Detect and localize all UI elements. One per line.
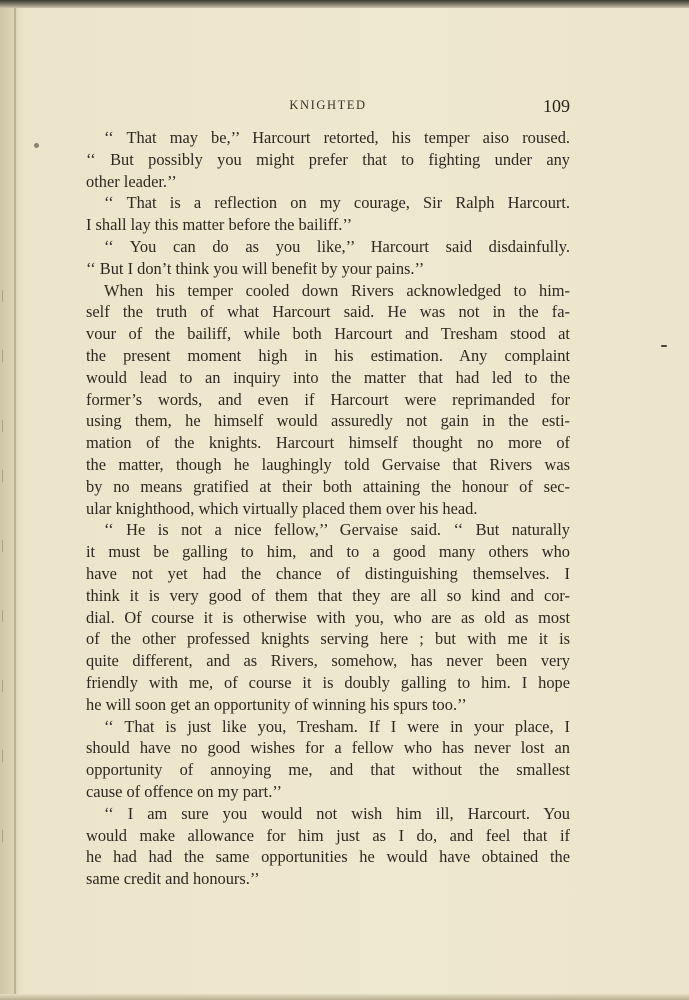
- text-line: the matter, though he laughingly told Gervaise that Rivers was: [86, 454, 570, 474]
- text-line: cause of offence on my part.’’: [86, 781, 282, 801]
- text-line: opportunity of annoying me, and that without the smallest: [86, 760, 570, 780]
- text-line: ‘‘ You can do as you like,’’ Harcourt said disdainfully.: [104, 236, 570, 256]
- text-line: ‘‘ That is just like you, Tresham. If I were in your place, I: [104, 716, 570, 736]
- paper-speck: [661, 345, 667, 347]
- text-line: using them, he himself would assuredly not gain in the esti-: [86, 411, 570, 431]
- text-line: would make allowance for him just as I do, and feel that if: [86, 825, 570, 845]
- bleed-through-mark: [2, 680, 11, 692]
- bleed-through-mark: [2, 750, 11, 762]
- text-line: vour of the bailiff, while both Harcourt and Tresham stood at: [86, 324, 570, 344]
- running-head: [86, 96, 570, 116]
- text-line: think it is very good of them that they are all so kind and cor-: [86, 585, 570, 605]
- text-line: mation of the knights. Harcourt himself thought no more of: [86, 433, 570, 453]
- text-line: When his temper cooled down Rivers acknowledged to him-: [104, 280, 570, 300]
- text-line: would lead to an inquiry into the matter that had led to the: [86, 367, 570, 387]
- text-line: dial. Of course it is otherwise with you, who are as old as most: [86, 607, 570, 627]
- bleed-through-mark: [2, 350, 11, 362]
- text-line: ‘‘ But I don’t think you will benefit by your pains.’’: [86, 258, 425, 278]
- page-number: 109: [543, 96, 570, 116]
- gutter-shadow-line: [14, 8, 16, 994]
- paper-speck: [34, 143, 39, 148]
- text-line: should have no good wishes for a fellow who has never lost an: [86, 738, 570, 758]
- text-line: of the other professed knights serving here ; but with me it is: [86, 629, 570, 649]
- body-text: [86, 127, 570, 890]
- text-line: friendly with me, of course it is doubly galling to him. I hope: [86, 672, 570, 692]
- bleed-through-mark: [2, 540, 11, 552]
- text-line: ‘‘ I am sure you would not wish him ill, Harcourt. You: [104, 803, 570, 823]
- text-line: former’s words, and even if Harcourt were reprimanded for: [86, 389, 570, 409]
- running-title: KNIGHTED: [289, 98, 367, 112]
- text-line: I shall lay this matter before the bailiff.’’: [86, 215, 353, 235]
- text-line: ular knighthood, which virtually placed them over his head.: [86, 498, 478, 518]
- page-top-edge: [0, 0, 689, 8]
- text-line: ‘‘ But possibly you might prefer that to fighting under any: [86, 149, 570, 169]
- text-line: ‘‘ That is a reflection on my courage, Sir Ralph Harcourt.: [104, 193, 570, 213]
- text-line: the present moment high in his estimation. Any complaint: [86, 345, 570, 365]
- text-line: he had had the same opportunities he would have obtained the: [86, 847, 570, 867]
- bleed-through-mark: [2, 290, 11, 302]
- page-bottom-edge: [0, 994, 689, 1000]
- text-line: he will soon get an opportunity of winning his spurs too.’’: [86, 694, 467, 714]
- text-line: self the truth of what Harcourt said. He was not in the fa-: [86, 302, 570, 322]
- text-line: ‘‘ That may be,’’ Harcourt retorted, his temper aiso roused.: [104, 128, 570, 147]
- bleed-through-mark: [2, 830, 11, 842]
- bleed-through-mark: [2, 420, 11, 432]
- text-line: same credit and honours.’’: [86, 869, 260, 889]
- bleed-through-mark: [2, 470, 11, 482]
- text-line: have not yet had the chance of distinguishing themselves. I: [86, 563, 570, 583]
- text-line: quite different, and as Rivers, somehow, has never been very: [86, 651, 570, 671]
- text-line: by no means gratified at their both attaining the honour of sec-: [86, 476, 570, 496]
- text-line: it must be galling to him, and to a good many others who: [86, 542, 570, 562]
- text-line: other leader.’’: [86, 171, 177, 191]
- bleed-through-mark: [2, 610, 11, 622]
- text-line: ‘‘ He is not a nice fellow,’’ Gervaise said. ‘‘ But naturally: [104, 520, 570, 540]
